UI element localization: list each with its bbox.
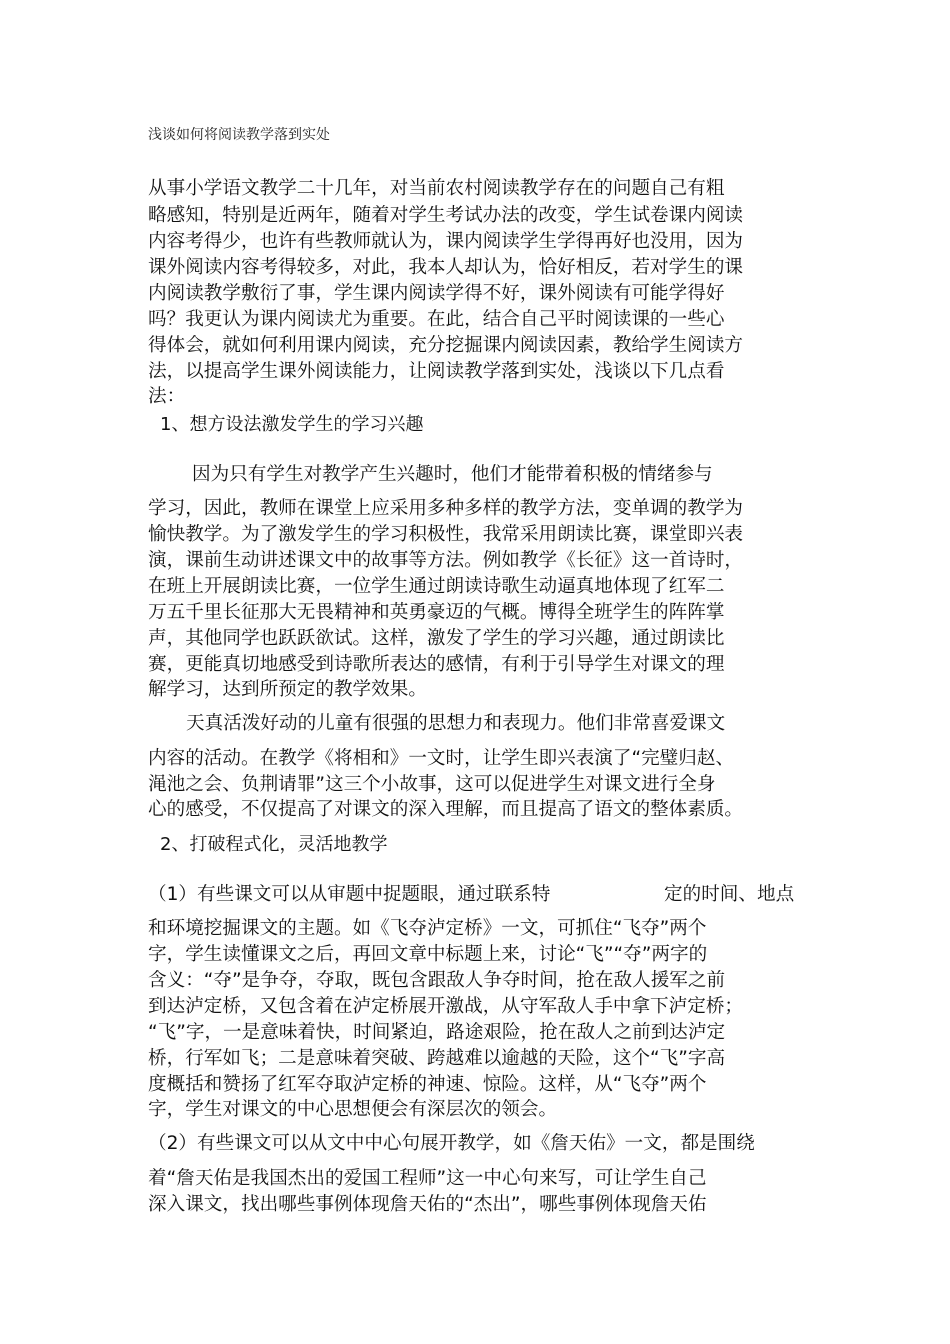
text-line: 含义：“夺”是争夺，夺取，既包含跟敌人争夺时间，抢在敌人援军之前 [148,970,726,991]
text-line: 吗？我更认为课内阅读尤为重要。在此，结合自己平时阅读课的一些心 [148,309,725,330]
text-line: 得体会，就如何利用课内阅读，充分挖掘课内阅读因素，教给学生阅读方 [148,335,744,356]
paragraph-first-line: （1）有些课文可以从审题中捉题眼，通过联系特 [148,884,551,905]
paragraph-first-line: （2）有些课文可以从文中中心句展开教学，如《詹天佑》一文，都是围绕 [148,1133,755,1154]
text-line: 学习，因此，教师在课堂上应采用多种多样的教学方法，变单调的教学为 [148,498,744,519]
text-line: 桥，行军如飞；二是意味着突破、跨越难以逾越的天险，这个“飞”字高 [148,1048,726,1069]
document-title: 浅谈如何将阅读教学落到实处 [148,127,330,143]
text-line: “飞”字，一是意味着快，时间紧迫，路途艰险，抢在敌人之前到达泸定 [148,1022,726,1043]
section-heading-1: 1、想方设法激发学生的学习兴趣 [160,414,424,435]
text-line: 在班上开展朗读比赛，一位学生通过朗读诗歌生动逼真地体现了红军二 [148,576,725,597]
text-line: 度概括和赞扬了红军夺取泸定桥的神速、惊险。这样，从“飞夺”两个 [148,1074,707,1095]
paragraph-first-line-tail: 定的时间、地点 [664,884,795,905]
text-line: 法，以提高学生课外阅读能力，让阅读教学落到实处，浅谈以下几点看 [148,361,725,382]
text-line: 到达泸定桥，又包含着在泸定桥展开激战，从守军敌人手中拿下泸定桥； [148,996,744,1017]
text-line: 课外阅读内容考得较多，对此，我本人却认为，恰好相反，若对学生的课 [148,257,744,278]
text-line: 内容的活动。在教学《将相和》一文时，让学生即兴表演了“完璧归赵、 [148,748,735,769]
text-line: 略感知，特别是近两年，随着对学生考试办法的改变，学生试卷课内阅读 [148,205,744,226]
text-line: 和环境挖掘课文的主题。如《飞夺泸定桥》一文，可抓住“飞夺”两个 [148,918,707,939]
text-line: 内容考得少，也许有些教师就认为，课内阅读学生学得再好也没用，因为 [148,231,744,252]
text-line: 愉快教学。为了激发学生的学习积极性，我常采用朗读比赛，课堂即兴表 [148,524,744,545]
text-line: 解学习，达到所预定的教学效果。 [148,679,427,700]
paragraph-first-line: 因为只有学生对教学产生兴趣时，他们才能带着积极的情绪参与 [192,464,713,485]
text-line: 心的感受，不仅提高了对课文的深入理解，而且提高了语文的整体素质。 [148,799,744,820]
text-line: 着“詹天佑是我国杰出的爱国工程师”这一中心句来写，可让学生自己 [148,1168,707,1189]
text-line: 内阅读教学敷衍了事，学生课内阅读学得不好，课外阅读有可能学得好 [148,283,725,304]
text-line: 字，学生对课文的中心思想便会有深层次的领会。 [148,1099,558,1120]
text-line: 字，学生读懂课文之后，再回文章中标题上来，讨论“飞”“夺”两字的 [148,944,708,965]
text-line: 万五千里长征那大无畏精神和英勇豪迈的气概。博得全班学生的阵阵掌 [148,602,725,623]
text-line: 赛，更能真切地感受到诗歌所表达的感情，有利于引导学生对课文的理 [148,654,725,675]
section-heading-2: 2、打破程式化，灵活地教学 [160,834,388,855]
text-line: 声，其他同学也跃跃欲试。这样，激发了学生的学习兴趣，通过朗读比 [148,628,725,649]
text-line: 法： [148,386,186,407]
text-line: 深入课文，找出哪些事例体现詹天佑的“杰出”，哪些事例体现詹天佑 [148,1194,707,1215]
text-line: 从事小学语文教学二十几年，对当前农村阅读教学存在的问题自己有粗 [148,178,725,199]
text-line: 渑池之会、负荆请罪”这三个小故事，这可以促进学生对课文进行全身 [148,774,716,795]
paragraph-first-line: 天真活泼好动的儿童有很强的思想力和表现力。他们非常喜爱课文 [186,713,726,734]
text-line: 演，课前生动讲述课文中的故事等方法。例如教学《长征》这一首诗时， [148,550,744,571]
